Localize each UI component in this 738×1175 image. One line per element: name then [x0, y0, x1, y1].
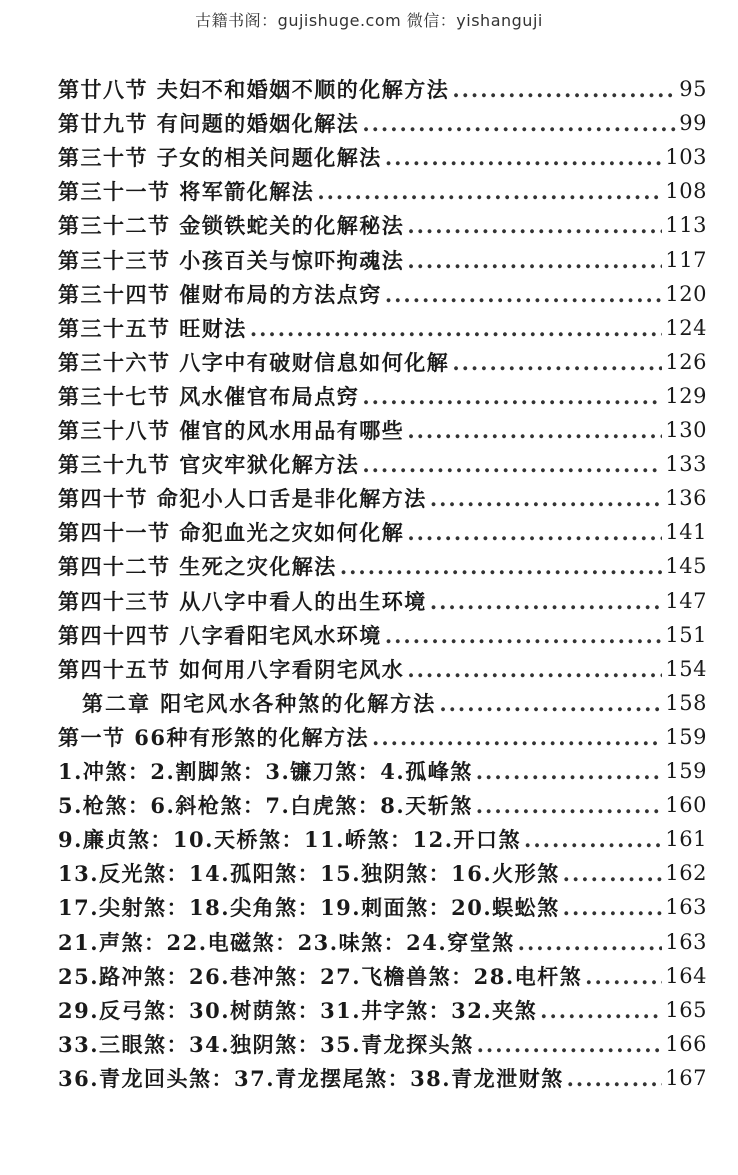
toc-entry[interactable]: [58, 168, 707, 205]
toc-entry-title: 第四十节 命犯小人口舌是非化解方法: [58, 486, 427, 512]
toc-entry[interactable]: [58, 987, 707, 1021]
toc-entry[interactable]: [58, 646, 707, 680]
toc-entry-page: 113: [665, 213, 707, 238]
toc-leader-dots: [563, 897, 663, 918]
toc-entry-page: 95: [679, 77, 707, 101]
toc-leader-dots: [585, 966, 662, 987]
toc-entry[interactable]: [58, 1021, 707, 1055]
toc-entry-title: 第三十六节 八字中有破财信息如何化解: [58, 349, 450, 375]
toc-entry[interactable]: [58, 202, 707, 239]
toc-entry-title: 第三十二节 金锁铁蛇关的化解秘法: [58, 213, 405, 239]
toc-entry-title: 21.声煞：22.电磁煞：23.味煞：24.穿堂煞: [58, 929, 515, 955]
toc-entry-title: 第二章 阳宅风水各种煞的化解方法: [82, 690, 437, 716]
toc-entry-title: 29.反弓煞：30.树荫煞：31.井字煞：32.夹煞: [58, 997, 538, 1023]
toc-entry-page: 159: [665, 724, 707, 749]
toc-entry-title: 9.廉贞煞：10.天桥煞：11.峤煞：12.开口煞: [58, 827, 522, 853]
toc-entry[interactable]: [58, 612, 707, 646]
toc-entry-page: 120: [665, 281, 707, 306]
toc-entry[interactable]: [58, 578, 707, 612]
toc-leader-dots: [250, 318, 663, 339]
toc-leader-dots: [407, 250, 662, 271]
toc-entry-title: 第三十四节 催财布局的方法点窍: [58, 281, 382, 307]
toc-entry-title: 13.反光煞：14.孤阳煞：15.独阴煞：16.火形煞: [58, 861, 560, 887]
toc-leader-dots: [372, 727, 662, 748]
toc-entry[interactable]: [58, 66, 707, 100]
toc-entry-page: 151: [665, 622, 707, 647]
toc-entry-page: 164: [665, 963, 707, 988]
toc-entry-page: 130: [665, 418, 707, 442]
toc-leader-dots: [439, 693, 662, 714]
toc-entry-title: 第三十节 子女的相关问题化解法: [58, 145, 382, 171]
toc-leader-dots: [476, 761, 663, 782]
toc-leader-dots: [385, 147, 663, 168]
toc-entry[interactable]: [58, 407, 707, 441]
toc-leader-dots: [385, 625, 663, 646]
toc-entry-page: 163: [665, 895, 707, 920]
toc-leader-dots: [340, 556, 663, 577]
toc-entry-title: 第三十八节 催官的风水用品有哪些: [58, 418, 405, 443]
toc-leader-dots: [452, 79, 676, 100]
toc-entry[interactable]: [58, 816, 707, 853]
toc-entry[interactable]: [58, 782, 707, 819]
toc-entry-page: 145: [665, 554, 707, 579]
toc-entry-title: 第三十一节 将军箭化解法: [58, 179, 315, 205]
toc-entry-title: 第三十五节 旺财法: [58, 315, 247, 341]
toc-entry[interactable]: [58, 884, 707, 921]
toc-leader-dots: [567, 1068, 663, 1089]
toc-entry[interactable]: [58, 237, 707, 271]
toc-entry-title: 第四十一节 命犯血光之灾如何化解: [58, 520, 405, 546]
toc-chapter-heading[interactable]: [82, 680, 707, 714]
toc-entry[interactable]: [58, 271, 707, 305]
toc-leader-dots: [407, 215, 662, 236]
toc-entry-title: 25.路冲煞：26.巷冲煞：27.飞檐兽煞：28.电杆煞: [58, 963, 583, 989]
toc-entry-page: 141: [665, 520, 707, 545]
toc-leader-dots: [385, 284, 663, 305]
toc-entry[interactable]: [58, 543, 707, 580]
toc-entry[interactable]: [58, 850, 707, 887]
toc-entry-page: 160: [665, 793, 707, 818]
toc-entry-title: 第一节 66种有形煞的化解方法: [58, 724, 370, 750]
toc-entry-title: 第三十七节 风水催官布局点窍: [58, 383, 360, 409]
toc-entry[interactable]: [58, 339, 707, 373]
toc-entry-page: 167: [665, 1065, 707, 1090]
toc-leader-dots: [563, 863, 663, 884]
toc-entry[interactable]: [58, 714, 707, 748]
toc-entry-title: 第四十五节 如何用八字看阴宅风水: [58, 656, 405, 682]
toc-entry-title: 1.冲煞：2.割脚煞：3.镰刀煞：4.孤峰煞: [58, 759, 473, 784]
toc-entry-page: 117: [665, 247, 707, 272]
toc-entry[interactable]: [58, 441, 707, 478]
toc-entry[interactable]: [58, 953, 707, 987]
toc-leader-dots: [430, 488, 663, 509]
toc-leader-dots: [407, 420, 662, 441]
toc-entry[interactable]: [58, 134, 707, 171]
toc-entry-title: 33.三眼煞：34.独阴煞：35.青龙探头煞: [58, 1031, 474, 1057]
toc-entry[interactable]: [58, 748, 707, 782]
toc-leader-dots: [317, 181, 662, 202]
toc-entry-page: 99: [679, 111, 707, 136]
toc-entry[interactable]: [58, 1055, 707, 1089]
toc-entry-page: 166: [665, 1031, 707, 1056]
toc-entry-page: 108: [665, 179, 707, 204]
toc-leader-dots: [476, 795, 663, 816]
watermark-header: 古籍书阁：gujishuge.com 微信：yishanguji: [195, 11, 543, 30]
toc-leader-dots: [430, 591, 663, 612]
toc-entry-page: 133: [665, 452, 707, 477]
toc-entry-title: 第廿八节 夫妇不和婚姻不顺的化解方法: [58, 77, 450, 102]
toc-entry-title: 第廿九节 有问题的婚姻化解法: [58, 111, 360, 137]
toc-entry-page: 159: [665, 759, 707, 783]
toc-entry-title: 第四十三节 从八字中看人的出生环境: [58, 588, 427, 614]
toc-leader-dots: [362, 113, 676, 134]
toc-leader-dots: [452, 352, 662, 373]
toc-entry[interactable]: [58, 919, 707, 953]
toc-entry-page: 162: [665, 861, 707, 886]
toc-entry-page: 103: [665, 145, 707, 170]
toc-leader-dots: [477, 1034, 663, 1055]
toc-entry-page: 154: [665, 656, 707, 681]
toc-entry-title: 17.尖射煞：18.尖角煞：19.刺面煞：20.蜈蚣煞: [58, 895, 560, 921]
toc-entry-page: 158: [665, 690, 707, 715]
toc-entry-title: 第三十三节 小孩百关与惊吓拘魂法: [58, 247, 405, 273]
toc-entry-title: 第四十四节 八字看阳宅风水环境: [58, 622, 382, 648]
toc-entry[interactable]: [58, 100, 707, 137]
toc-entry-page: 161: [665, 827, 707, 852]
toc-leader-dots: [362, 386, 662, 407]
toc-leader-dots: [524, 829, 662, 850]
toc-entry-page: 124: [665, 315, 707, 340]
toc-entry-page: 147: [665, 588, 707, 613]
toc-entry[interactable]: [58, 305, 707, 339]
toc-entry[interactable]: [58, 475, 707, 512]
toc-entry-page: 163: [665, 929, 707, 954]
toc-entry-page: 165: [665, 997, 707, 1022]
toc-leader-dots: [540, 1000, 662, 1021]
toc-leader-dots: [518, 932, 663, 953]
toc-entry-page: 126: [665, 349, 707, 374]
toc-entry-title: 36.青龙回头煞：37.青龙摆尾煞：38.青龙泄财煞: [58, 1065, 564, 1091]
toc-leader-dots: [407, 522, 662, 543]
toc-entry-page: 136: [665, 486, 707, 511]
toc-entry-title: 5.枪煞：6.斜枪煞：7.白虎煞：8.天斩煞: [58, 793, 473, 819]
toc-entry-title: 第四十二节 生死之灾化解法: [58, 554, 337, 580]
toc-leader-dots: [362, 454, 662, 475]
toc-entry-page: 129: [665, 383, 707, 408]
toc-entry[interactable]: [58, 373, 707, 407]
toc-entry[interactable]: [58, 509, 707, 546]
toc-leader-dots: [407, 659, 662, 680]
toc-entry-title: 第三十九节 官灾牢狱化解方法: [58, 452, 360, 478]
